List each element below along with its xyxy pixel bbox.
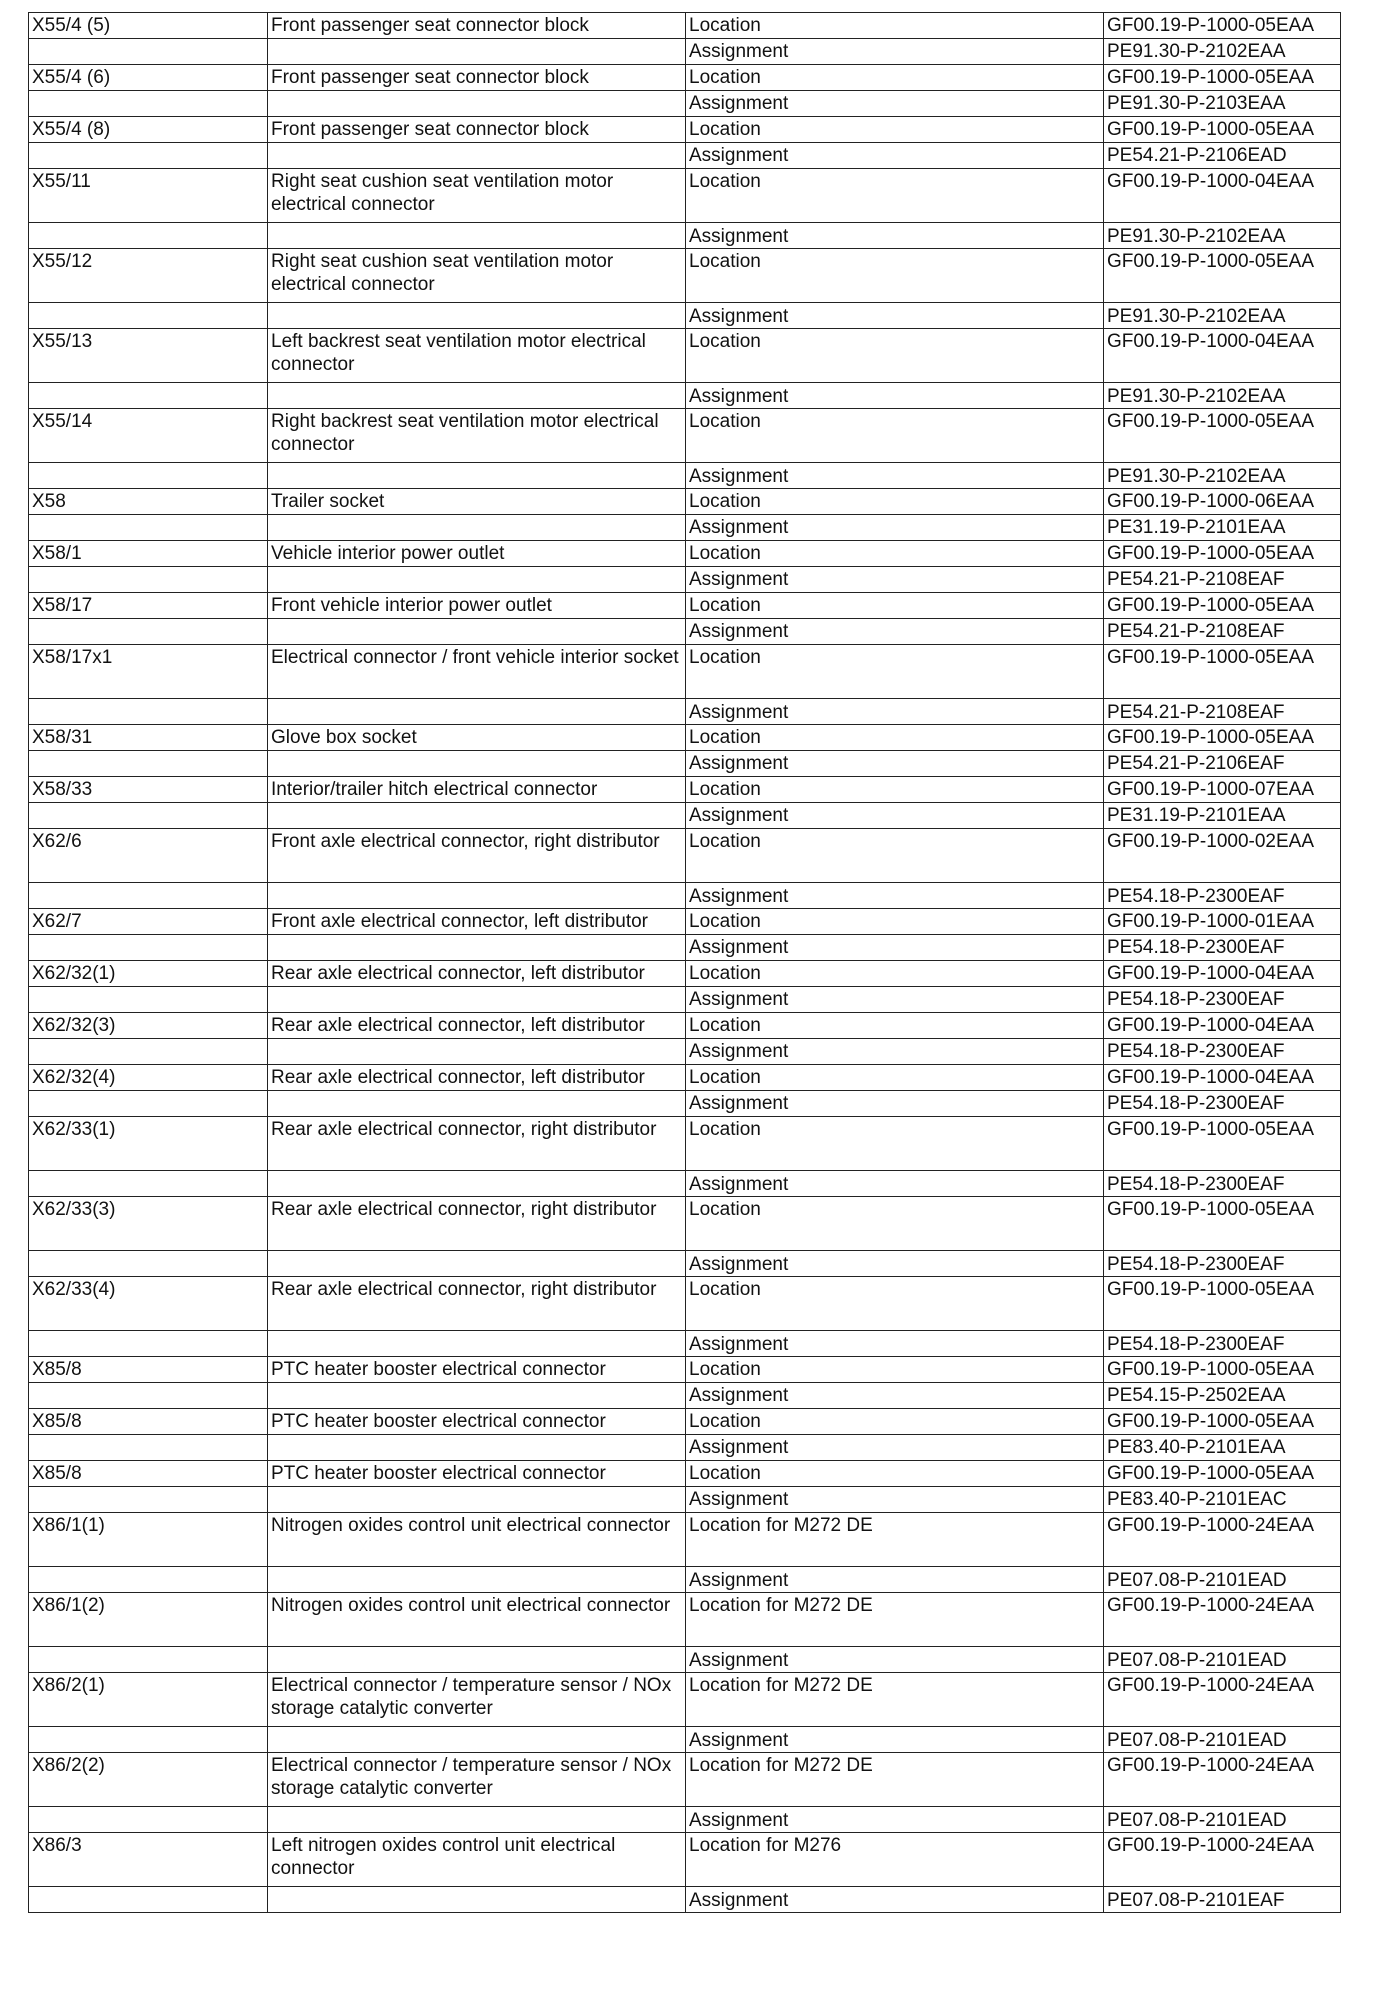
connector-id-cell: X58/31: [29, 725, 268, 751]
table-row: [29, 1647, 1341, 1673]
table-row: [29, 1807, 1341, 1833]
location-label-cell: Location: [686, 1065, 1104, 1091]
table-row: [29, 829, 1341, 883]
location-code-cell: GF00.19-P-1000-05EAA: [1104, 1357, 1341, 1383]
empty-cell: [268, 751, 686, 777]
location-label-cell: Location: [686, 725, 1104, 751]
assignment-label-cell: Assignment: [686, 1727, 1104, 1753]
empty-cell: [268, 883, 686, 909]
table-row: [29, 1887, 1341, 1913]
description-cell: Electrical connector / temperature sensor / NOx storage catalytic converter: [268, 1673, 686, 1727]
assignment-code-cell: PE07.08-P-2101EAF: [1104, 1887, 1341, 1913]
empty-cell: [268, 1171, 686, 1197]
location-code-cell: GF00.19-P-1000-24EAA: [1104, 1513, 1341, 1567]
location-code-cell: GF00.19-P-1000-06EAA: [1104, 489, 1341, 515]
assignment-code-cell: PE54.21-P-2106EAD: [1104, 143, 1341, 169]
table-row: [29, 1461, 1341, 1487]
location-label-cell: Location: [686, 1117, 1104, 1171]
empty-cell: [268, 143, 686, 169]
assignment-label-cell: Assignment: [686, 1091, 1104, 1117]
assignment-label-cell: Assignment: [686, 935, 1104, 961]
table-row: [29, 1091, 1341, 1117]
table-row: [29, 1833, 1341, 1887]
table-row: [29, 751, 1341, 777]
assignment-code-cell: PE54.18-P-2300EAF: [1104, 1091, 1341, 1117]
location-code-cell: GF00.19-P-1000-24EAA: [1104, 1593, 1341, 1647]
assignment-code-cell: PE54.18-P-2300EAF: [1104, 883, 1341, 909]
connector-id-cell: X62/6: [29, 829, 268, 883]
empty-cell: [268, 567, 686, 593]
assignment-code-cell: PE07.08-P-2101EAD: [1104, 1807, 1341, 1833]
empty-cell: [268, 1331, 686, 1357]
table-row: [29, 777, 1341, 803]
location-label-cell: Location: [686, 777, 1104, 803]
table-row: [29, 541, 1341, 567]
table-row: [29, 39, 1341, 65]
location-code-cell: GF00.19-P-1000-05EAA: [1104, 1461, 1341, 1487]
location-code-cell: GF00.19-P-1000-04EAA: [1104, 169, 1341, 223]
description-cell: Front vehicle interior power outlet: [268, 593, 686, 619]
table-row: [29, 909, 1341, 935]
empty-cell: [29, 1887, 268, 1913]
assignment-code-cell: PE91.30-P-2103EAA: [1104, 91, 1341, 117]
table-row: [29, 13, 1341, 39]
connector-id-cell: X85/8: [29, 1409, 268, 1435]
assignment-label-cell: Assignment: [686, 1251, 1104, 1277]
assignment-label-cell: Assignment: [686, 143, 1104, 169]
table-row: [29, 489, 1341, 515]
empty-cell: [29, 1091, 268, 1117]
table-row: [29, 619, 1341, 645]
connector-id-cell: X62/32(3): [29, 1013, 268, 1039]
table-row: [29, 329, 1341, 383]
table-row: [29, 935, 1341, 961]
description-cell: PTC heater booster electrical connector: [268, 1357, 686, 1383]
description-cell: Front passenger seat connector block: [268, 13, 686, 39]
table-row: [29, 1513, 1341, 1567]
assignment-code-cell: PE54.21-P-2108EAF: [1104, 619, 1341, 645]
location-code-cell: GF00.19-P-1000-07EAA: [1104, 777, 1341, 803]
assignment-code-cell: PE54.18-P-2300EAF: [1104, 1171, 1341, 1197]
assignment-code-cell: PE54.18-P-2300EAF: [1104, 1039, 1341, 1065]
empty-cell: [29, 935, 268, 961]
location-label-cell: Location for M272 DE: [686, 1753, 1104, 1807]
table-row: [29, 803, 1341, 829]
assignment-label-cell: Assignment: [686, 803, 1104, 829]
description-cell: Right seat cushion seat ventilation motor electrical connector: [268, 169, 686, 223]
connector-id-cell: X55/13: [29, 329, 268, 383]
empty-cell: [29, 383, 268, 409]
description-cell: Rear axle electrical connector, right distributor: [268, 1117, 686, 1171]
description-cell: Electrical connector / temperature sensor / NOx storage catalytic converter: [268, 1753, 686, 1807]
table-row: [29, 1277, 1341, 1331]
description-cell: Electrical connector / front vehicle interior socket: [268, 645, 686, 699]
table-row: [29, 1409, 1341, 1435]
table-row: [29, 567, 1341, 593]
location-code-cell: GF00.19-P-1000-24EAA: [1104, 1673, 1341, 1727]
assignment-label-cell: Assignment: [686, 987, 1104, 1013]
assignment-code-cell: PE83.40-P-2101EAC: [1104, 1487, 1341, 1513]
table-row: [29, 961, 1341, 987]
empty-cell: [29, 987, 268, 1013]
location-code-cell: GF00.19-P-1000-05EAA: [1104, 1117, 1341, 1171]
description-cell: Nitrogen oxides control unit electrical connector: [268, 1513, 686, 1567]
location-code-cell: GF00.19-P-1000-05EAA: [1104, 593, 1341, 619]
description-cell: Right backrest seat ventilation motor electrical connector: [268, 409, 686, 463]
location-label-cell: Location: [686, 1277, 1104, 1331]
connector-id-cell: X58/33: [29, 777, 268, 803]
location-label-cell: Location: [686, 909, 1104, 935]
location-label-cell: Location for M272 DE: [686, 1593, 1104, 1647]
description-cell: Front passenger seat connector block: [268, 65, 686, 91]
assignment-code-cell: PE54.18-P-2300EAF: [1104, 987, 1341, 1013]
empty-cell: [268, 1091, 686, 1117]
empty-cell: [268, 1727, 686, 1753]
table-body: [29, 13, 1341, 1913]
assignment-label-cell: Assignment: [686, 1887, 1104, 1913]
table-row: [29, 169, 1341, 223]
empty-cell: [29, 803, 268, 829]
location-code-cell: GF00.19-P-1000-04EAA: [1104, 961, 1341, 987]
table-row: [29, 1197, 1341, 1251]
empty-cell: [29, 1171, 268, 1197]
location-label-cell: Location for M272 DE: [686, 1513, 1104, 1567]
assignment-code-cell: PE54.21-P-2108EAF: [1104, 699, 1341, 725]
empty-cell: [268, 699, 686, 725]
description-cell: Rear axle electrical connector, left distributor: [268, 1013, 686, 1039]
assignment-label-cell: Assignment: [686, 751, 1104, 777]
location-code-cell: GF00.19-P-1000-24EAA: [1104, 1753, 1341, 1807]
description-cell: Trailer socket: [268, 489, 686, 515]
assignment-label-cell: Assignment: [686, 383, 1104, 409]
empty-cell: [268, 803, 686, 829]
assignment-label-cell: Assignment: [686, 463, 1104, 489]
assignment-label-cell: Assignment: [686, 1331, 1104, 1357]
table-row: [29, 1251, 1341, 1277]
assignment-code-cell: PE91.30-P-2102EAA: [1104, 223, 1341, 249]
location-code-cell: GF00.19-P-1000-05EAA: [1104, 645, 1341, 699]
empty-cell: [268, 303, 686, 329]
connector-id-cell: X58/1: [29, 541, 268, 567]
description-cell: Vehicle interior power outlet: [268, 541, 686, 567]
location-code-cell: GF00.19-P-1000-05EAA: [1104, 541, 1341, 567]
table-row: [29, 1357, 1341, 1383]
connector-id-cell: X62/32(1): [29, 961, 268, 987]
description-cell: Front axle electrical connector, right distributor: [268, 829, 686, 883]
assignment-code-cell: PE54.18-P-2300EAF: [1104, 1251, 1341, 1277]
connector-id-cell: X55/14: [29, 409, 268, 463]
location-code-cell: GF00.19-P-1000-05EAA: [1104, 1277, 1341, 1331]
connector-id-cell: X62/32(4): [29, 1065, 268, 1091]
connector-id-cell: X86/1(2): [29, 1593, 268, 1647]
description-cell: Glove box socket: [268, 725, 686, 751]
table-row: [29, 699, 1341, 725]
table-row: [29, 1117, 1341, 1171]
table-row: [29, 143, 1341, 169]
table-row: [29, 515, 1341, 541]
table-row: [29, 303, 1341, 329]
empty-cell: [29, 1727, 268, 1753]
assignment-label-cell: Assignment: [686, 619, 1104, 645]
location-label-cell: Location: [686, 249, 1104, 303]
table-row: [29, 1567, 1341, 1593]
connector-table: [28, 12, 1341, 1913]
description-cell: Rear axle electrical connector, right distributor: [268, 1277, 686, 1331]
table-row: [29, 1753, 1341, 1807]
location-label-cell: Location: [686, 169, 1104, 223]
empty-cell: [29, 1487, 268, 1513]
empty-cell: [29, 223, 268, 249]
location-label-cell: Location: [686, 1409, 1104, 1435]
table-row: [29, 117, 1341, 143]
assignment-code-cell: PE54.18-P-2300EAF: [1104, 1331, 1341, 1357]
location-code-cell: GF00.19-P-1000-04EAA: [1104, 1013, 1341, 1039]
description-cell: Rear axle electrical connector, right distributor: [268, 1197, 686, 1251]
assignment-code-cell: PE91.30-P-2102EAA: [1104, 303, 1341, 329]
location-code-cell: GF00.19-P-1000-05EAA: [1104, 1409, 1341, 1435]
empty-cell: [268, 1647, 686, 1673]
empty-cell: [29, 91, 268, 117]
connector-id-cell: X55/11: [29, 169, 268, 223]
empty-cell: [29, 567, 268, 593]
location-code-cell: GF00.19-P-1000-05EAA: [1104, 249, 1341, 303]
connector-id-cell: X86/2(2): [29, 1753, 268, 1807]
empty-cell: [29, 1383, 268, 1409]
assignment-label-cell: Assignment: [686, 1647, 1104, 1673]
empty-cell: [268, 223, 686, 249]
connector-id-cell: X55/4 (5): [29, 13, 268, 39]
table-row: [29, 409, 1341, 463]
empty-cell: [268, 463, 686, 489]
location-code-cell: GF00.19-P-1000-05EAA: [1104, 13, 1341, 39]
table-row: [29, 1013, 1341, 1039]
location-label-cell: Location: [686, 1197, 1104, 1251]
assignment-code-cell: PE91.30-P-2102EAA: [1104, 383, 1341, 409]
table-row: [29, 1065, 1341, 1091]
table-row: [29, 1673, 1341, 1727]
assignment-label-cell: Assignment: [686, 883, 1104, 909]
assignment-code-cell: PE54.21-P-2108EAF: [1104, 567, 1341, 593]
assignment-code-cell: PE31.19-P-2101EAA: [1104, 803, 1341, 829]
connector-id-cell: X55/4 (6): [29, 65, 268, 91]
table-row: [29, 249, 1341, 303]
empty-cell: [29, 1039, 268, 1065]
location-label-cell: Location for M272 DE: [686, 1673, 1104, 1727]
empty-cell: [268, 1435, 686, 1461]
assignment-label-cell: Assignment: [686, 39, 1104, 65]
connector-id-cell: X86/3: [29, 1833, 268, 1887]
table-row: [29, 1487, 1341, 1513]
assignment-label-cell: Assignment: [686, 303, 1104, 329]
table-row: [29, 987, 1341, 1013]
location-code-cell: GF00.19-P-1000-02EAA: [1104, 829, 1341, 883]
connector-id-cell: X86/1(1): [29, 1513, 268, 1567]
connector-id-cell: X86/2(1): [29, 1673, 268, 1727]
empty-cell: [268, 1251, 686, 1277]
assignment-code-cell: PE07.08-P-2101EAD: [1104, 1567, 1341, 1593]
location-code-cell: GF00.19-P-1000-05EAA: [1104, 65, 1341, 91]
empty-cell: [268, 935, 686, 961]
location-label-cell: Location: [686, 593, 1104, 619]
table-row: [29, 593, 1341, 619]
connector-id-cell: X58: [29, 489, 268, 515]
assignment-code-cell: PE83.40-P-2101EAA: [1104, 1435, 1341, 1461]
empty-cell: [29, 39, 268, 65]
location-label-cell: Location: [686, 645, 1104, 699]
connector-id-cell: X85/8: [29, 1357, 268, 1383]
empty-cell: [29, 143, 268, 169]
connector-id-cell: X62/33(3): [29, 1197, 268, 1251]
empty-cell: [29, 619, 268, 645]
assignment-label-cell: Assignment: [686, 223, 1104, 249]
assignment-code-cell: PE54.15-P-2502EAA: [1104, 1383, 1341, 1409]
location-label-cell: Location: [686, 961, 1104, 987]
table-row: [29, 1039, 1341, 1065]
table-row: [29, 1383, 1341, 1409]
assignment-code-cell: PE07.08-P-2101EAD: [1104, 1727, 1341, 1753]
description-cell: PTC heater booster electrical connector: [268, 1461, 686, 1487]
assignment-code-cell: PE54.21-P-2106EAF: [1104, 751, 1341, 777]
location-code-cell: GF00.19-P-1000-05EAA: [1104, 409, 1341, 463]
location-label-cell: Location: [686, 409, 1104, 463]
location-code-cell: GF00.19-P-1000-24EAA: [1104, 1833, 1341, 1887]
description-cell: Nitrogen oxides control unit electrical connector: [268, 1593, 686, 1647]
assignment-code-cell: PE54.18-P-2300EAF: [1104, 935, 1341, 961]
connector-id-cell: X58/17: [29, 593, 268, 619]
empty-cell: [268, 1487, 686, 1513]
assignment-label-cell: Assignment: [686, 1171, 1104, 1197]
table-row: [29, 383, 1341, 409]
empty-cell: [29, 751, 268, 777]
location-label-cell: Location: [686, 65, 1104, 91]
location-label-cell: Location for M276: [686, 1833, 1104, 1887]
empty-cell: [29, 1567, 268, 1593]
assignment-label-cell: Assignment: [686, 515, 1104, 541]
assignment-label-cell: Assignment: [686, 1567, 1104, 1593]
empty-cell: [268, 987, 686, 1013]
table-row: [29, 91, 1341, 117]
empty-cell: [29, 883, 268, 909]
description-cell: Front axle electrical connector, left distributor: [268, 909, 686, 935]
assignment-label-cell: Assignment: [686, 1435, 1104, 1461]
empty-cell: [268, 1383, 686, 1409]
location-label-cell: Location: [686, 13, 1104, 39]
table-row: [29, 223, 1341, 249]
location-label-cell: Location: [686, 1013, 1104, 1039]
empty-cell: [268, 39, 686, 65]
assignment-label-cell: Assignment: [686, 699, 1104, 725]
table-row: [29, 1727, 1341, 1753]
table-row: [29, 1435, 1341, 1461]
assignment-code-cell: PE91.30-P-2102EAA: [1104, 463, 1341, 489]
table-row: [29, 65, 1341, 91]
assignment-code-cell: PE91.30-P-2102EAA: [1104, 39, 1341, 65]
assignment-label-cell: Assignment: [686, 1383, 1104, 1409]
assignment-code-cell: PE31.19-P-2101EAA: [1104, 515, 1341, 541]
description-cell: Rear axle electrical connector, left distributor: [268, 1065, 686, 1091]
empty-cell: [29, 699, 268, 725]
empty-cell: [268, 91, 686, 117]
table-row: [29, 1171, 1341, 1197]
connector-id-cell: X62/33(4): [29, 1277, 268, 1331]
description-cell: Left nitrogen oxides control unit electrical connector: [268, 1833, 686, 1887]
empty-cell: [29, 1331, 268, 1357]
location-code-cell: GF00.19-P-1000-04EAA: [1104, 1065, 1341, 1091]
assignment-code-cell: PE07.08-P-2101EAD: [1104, 1647, 1341, 1673]
assignment-label-cell: Assignment: [686, 1807, 1104, 1833]
empty-cell: [268, 1567, 686, 1593]
empty-cell: [29, 303, 268, 329]
empty-cell: [29, 463, 268, 489]
location-code-cell: GF00.19-P-1000-05EAA: [1104, 725, 1341, 751]
description-cell: Left backrest seat ventilation motor electrical connector: [268, 329, 686, 383]
empty-cell: [29, 515, 268, 541]
location-label-cell: Location: [686, 1461, 1104, 1487]
description-cell: Interior/trailer hitch electrical connector: [268, 777, 686, 803]
table-row: [29, 1331, 1341, 1357]
location-label-cell: Location: [686, 1357, 1104, 1383]
empty-cell: [29, 1435, 268, 1461]
description-cell: Front passenger seat connector block: [268, 117, 686, 143]
location-code-cell: GF00.19-P-1000-05EAA: [1104, 117, 1341, 143]
location-label-cell: Location: [686, 489, 1104, 515]
connector-id-cell: X55/12: [29, 249, 268, 303]
location-label-cell: Location: [686, 541, 1104, 567]
empty-cell: [29, 1807, 268, 1833]
location-label-cell: Location: [686, 329, 1104, 383]
connector-id-cell: X85/8: [29, 1461, 268, 1487]
description-cell: Rear axle electrical connector, left distributor: [268, 961, 686, 987]
assignment-label-cell: Assignment: [686, 1039, 1104, 1065]
description-cell: Right seat cushion seat ventilation motor electrical connector: [268, 249, 686, 303]
empty-cell: [268, 515, 686, 541]
connector-id-cell: X58/17x1: [29, 645, 268, 699]
table-row: [29, 645, 1341, 699]
assignment-label-cell: Assignment: [686, 567, 1104, 593]
empty-cell: [268, 619, 686, 645]
assignment-label-cell: Assignment: [686, 1487, 1104, 1513]
empty-cell: [29, 1251, 268, 1277]
table-row: [29, 725, 1341, 751]
table-row: [29, 463, 1341, 489]
location-label-cell: Location: [686, 117, 1104, 143]
empty-cell: [268, 1807, 686, 1833]
description-cell: PTC heater booster electrical connector: [268, 1409, 686, 1435]
location-label-cell: Location: [686, 829, 1104, 883]
location-code-cell: GF00.19-P-1000-04EAA: [1104, 329, 1341, 383]
connector-id-cell: X62/7: [29, 909, 268, 935]
empty-cell: [268, 1887, 686, 1913]
empty-cell: [268, 383, 686, 409]
connector-id-cell: X62/33(1): [29, 1117, 268, 1171]
location-code-cell: GF00.19-P-1000-01EAA: [1104, 909, 1341, 935]
connector-id-cell: X55/4 (8): [29, 117, 268, 143]
table-row: [29, 883, 1341, 909]
assignment-label-cell: Assignment: [686, 91, 1104, 117]
empty-cell: [29, 1647, 268, 1673]
location-code-cell: GF00.19-P-1000-05EAA: [1104, 1197, 1341, 1251]
empty-cell: [268, 1039, 686, 1065]
table-row: [29, 1593, 1341, 1647]
